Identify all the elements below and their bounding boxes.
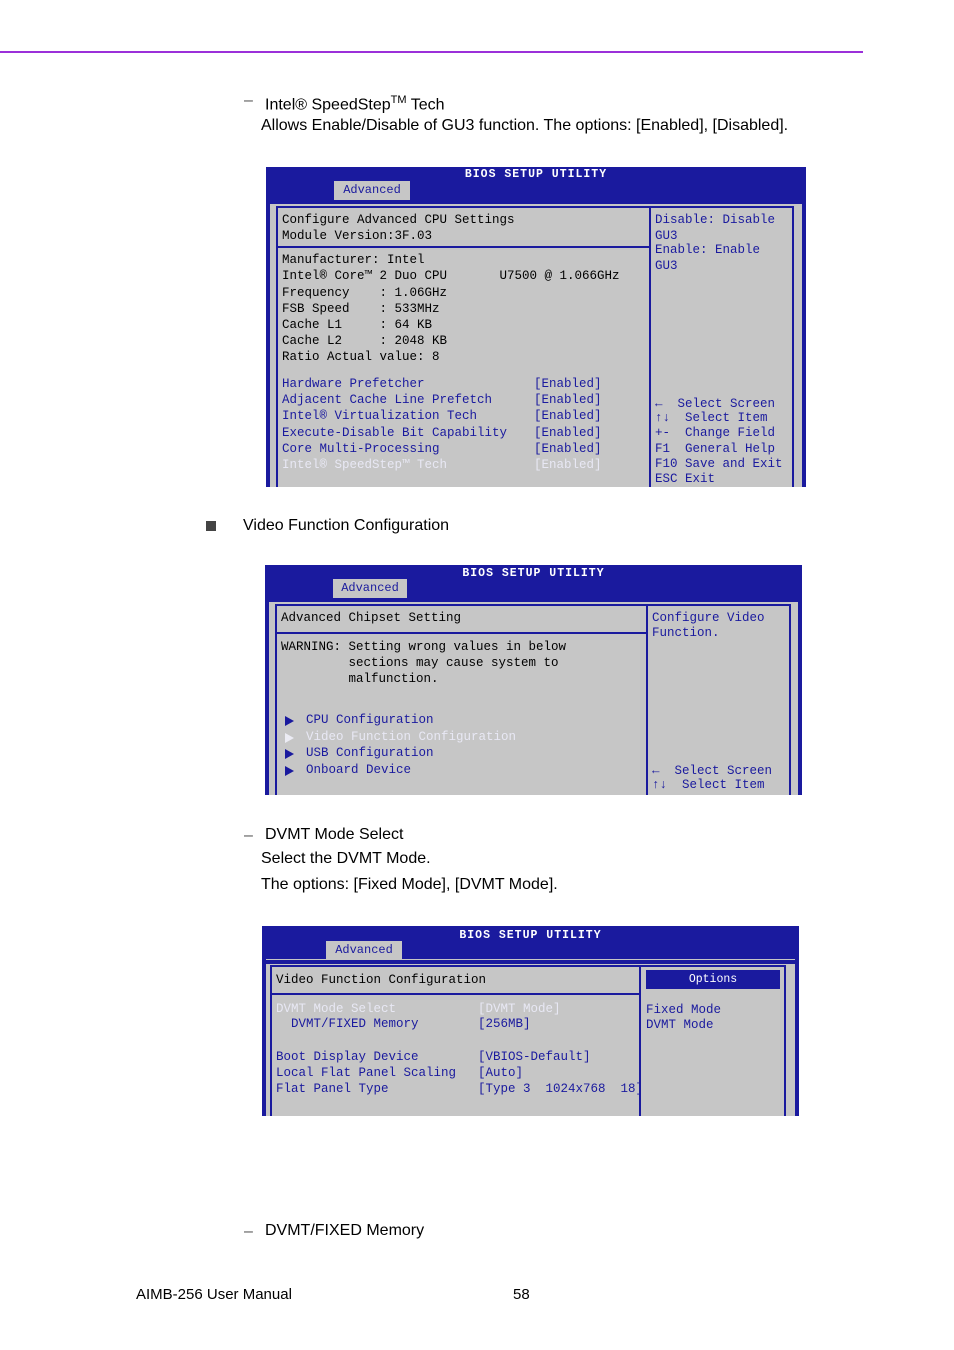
bios-key-help: ← Select Screen [652, 764, 773, 778]
bios-option-value[interactable]: [Enabled] [534, 442, 602, 456]
bios-option-value[interactable]: [Enabled] [534, 377, 602, 391]
bios-title: BIOS SETUP UTILITY [462, 567, 605, 580]
bios-warning: malfunction. [281, 672, 439, 686]
tm-mark: TM [390, 94, 407, 106]
speedstep-title [265, 90, 445, 115]
submenu-arrow-icon [285, 749, 294, 759]
bios-key-help: ← Select Screen [655, 397, 776, 411]
bios-cpu-settings-screenshot [266, 167, 806, 487]
memory-title: DVMT/FIXED Memory [265, 1222, 425, 1239]
bios-option-value[interactable]: [Enabled] [534, 458, 602, 472]
cpu-info-line: Frequency : 1.06GHz [282, 286, 448, 300]
option-fixed-mode[interactable]: Fixed Mode [646, 1003, 722, 1017]
cpu-info-line: Ratio Actual value: 8 [282, 350, 440, 364]
cpu-info-line: FSB Speed : 533MHz [282, 302, 440, 316]
bios-option-boot-display[interactable]: Boot Display Device [276, 1050, 419, 1064]
bios-warning: WARNING: Setting wrong values in below [281, 640, 567, 654]
bios-option-adjacent-cache[interactable]: Adjacent Cache Line Prefetch [282, 393, 493, 407]
submenu-arrow-icon [285, 766, 294, 776]
tab-advanced[interactable]: Advanced [334, 181, 410, 200]
bios-warning: sections may cause system to [281, 656, 559, 670]
bios-help-text: GU3 [655, 259, 678, 273]
bios-key-help: F10 Save and Exit [655, 457, 783, 471]
bios-header: Video Function Configuration [276, 973, 487, 987]
bios-header: Advanced Chipset Setting [281, 611, 462, 625]
menu-cpu-configuration[interactable]: CPU Configuration [306, 713, 434, 727]
cpu-info-line: Intel® Core™ 2 Duo CPU U7500 @ 1.066GHz [282, 269, 620, 283]
list-dash: – [244, 92, 253, 109]
bios-option-execute-disable[interactable]: Execute-Disable Bit Capability [282, 426, 508, 440]
bios-option-virtualization[interactable]: Intel® Virtualization Tech [282, 409, 478, 423]
dvmt-description: Select the DVMT Mode. [261, 850, 431, 867]
tab-advanced[interactable]: Advanced [326, 941, 402, 960]
bios-option-value[interactable]: [DVMT Mode] [478, 1002, 561, 1016]
tab-advanced[interactable]: Advanced [333, 579, 407, 598]
bios-option-dvmt-memory[interactable]: DVMT/FIXED Memory [276, 1017, 419, 1031]
bios-option-value[interactable]: [Auto] [478, 1066, 524, 1080]
bios-option-dvmt-mode-selected[interactable]: DVMT Mode Select [276, 1002, 397, 1016]
bios-key-help: ESC Exit [655, 472, 716, 486]
cpu-info-line: Cache L1 : 64 KB [282, 318, 433, 332]
menu-video-function-configuration[interactable]: Video Function Configuration [306, 730, 517, 744]
bios-header: Configure Advanced CPU Settings [282, 213, 515, 227]
header-rule [0, 51, 863, 53]
bios-option-panel-scaling[interactable]: Local Flat Panel Scaling [276, 1066, 457, 1080]
bios-option-value[interactable]: [Type 3 1024x768 18] [478, 1082, 644, 1096]
bios-help-text: Enable: Enable [655, 243, 761, 257]
options-title: Options [646, 970, 780, 989]
bios-option-core-multi[interactable]: Core Multi-Processing [282, 442, 440, 456]
bios-option-value[interactable]: [VBIOS-Default] [478, 1050, 591, 1064]
bios-chipset-screenshot [265, 565, 802, 795]
speedstep-title-text: Intel® SpeedStep [265, 96, 391, 114]
cpu-info-line: Manufacturer: Intel [282, 253, 425, 267]
bios-help-text: GU3 [655, 229, 678, 243]
bios-title: BIOS SETUP UTILITY [464, 168, 608, 181]
bios-option-panel-type[interactable]: Flat Panel Type [276, 1082, 389, 1096]
bios-key-help: ↑↓ Select Item [652, 778, 765, 792]
list-dash: – [244, 827, 253, 844]
square-bullet-icon [206, 521, 216, 531]
bios-key-help: +- Change Field [655, 426, 776, 440]
bios-key-help: F1 General Help [655, 442, 776, 456]
list-dash: – [244, 1223, 253, 1240]
speedstep-title-end: Tech [406, 96, 445, 114]
speedstep-description: Allows Enable/Disable of GU3 function. The options: [Enabled], [Disabled]. [261, 117, 789, 134]
footer-page-number: 58 [513, 1286, 530, 1303]
bios-option-speedstep-selected[interactable]: Intel® SpeedStep™ Tech [282, 458, 448, 472]
bios-option-value[interactable]: [Enabled] [534, 393, 602, 407]
bios-module-version: Module Version:3F.03 [282, 229, 433, 243]
bios-help-text: Function. [652, 626, 720, 640]
bios-help-text: Configure Video [652, 611, 765, 625]
footer-manual-name: AIMB-256 User Manual [136, 1286, 292, 1303]
submenu-arrow-icon [285, 716, 294, 726]
option-dvmt-mode[interactable]: DVMT Mode [646, 1018, 714, 1032]
bios-option-value[interactable]: [256MB] [478, 1017, 531, 1031]
bios-title: BIOS SETUP UTILITY [459, 929, 602, 942]
bios-help-text: Disable: Disable [655, 213, 776, 227]
section-heading: Video Function Configuration [243, 517, 450, 534]
bios-key-help: ↑↓ Select Item [655, 411, 768, 425]
bios-option-value[interactable]: [Enabled] [534, 409, 602, 423]
bios-option-hardware-prefetcher[interactable]: Hardware Prefetcher [282, 377, 425, 391]
submenu-arrow-icon [285, 733, 294, 743]
bios-option-value[interactable]: [Enabled] [534, 426, 602, 440]
menu-onboard-device[interactable]: Onboard Device [306, 763, 412, 777]
cpu-info-line: Cache L2 : 2048 KB [282, 334, 448, 348]
dvmt-title: DVMT Mode Select [265, 826, 404, 843]
bios-video-function-screenshot [262, 926, 799, 1116]
dvmt-options: The options: [Fixed Mode], [DVMT Mode]. [261, 876, 558, 893]
menu-usb-configuration[interactable]: USB Configuration [306, 746, 434, 760]
